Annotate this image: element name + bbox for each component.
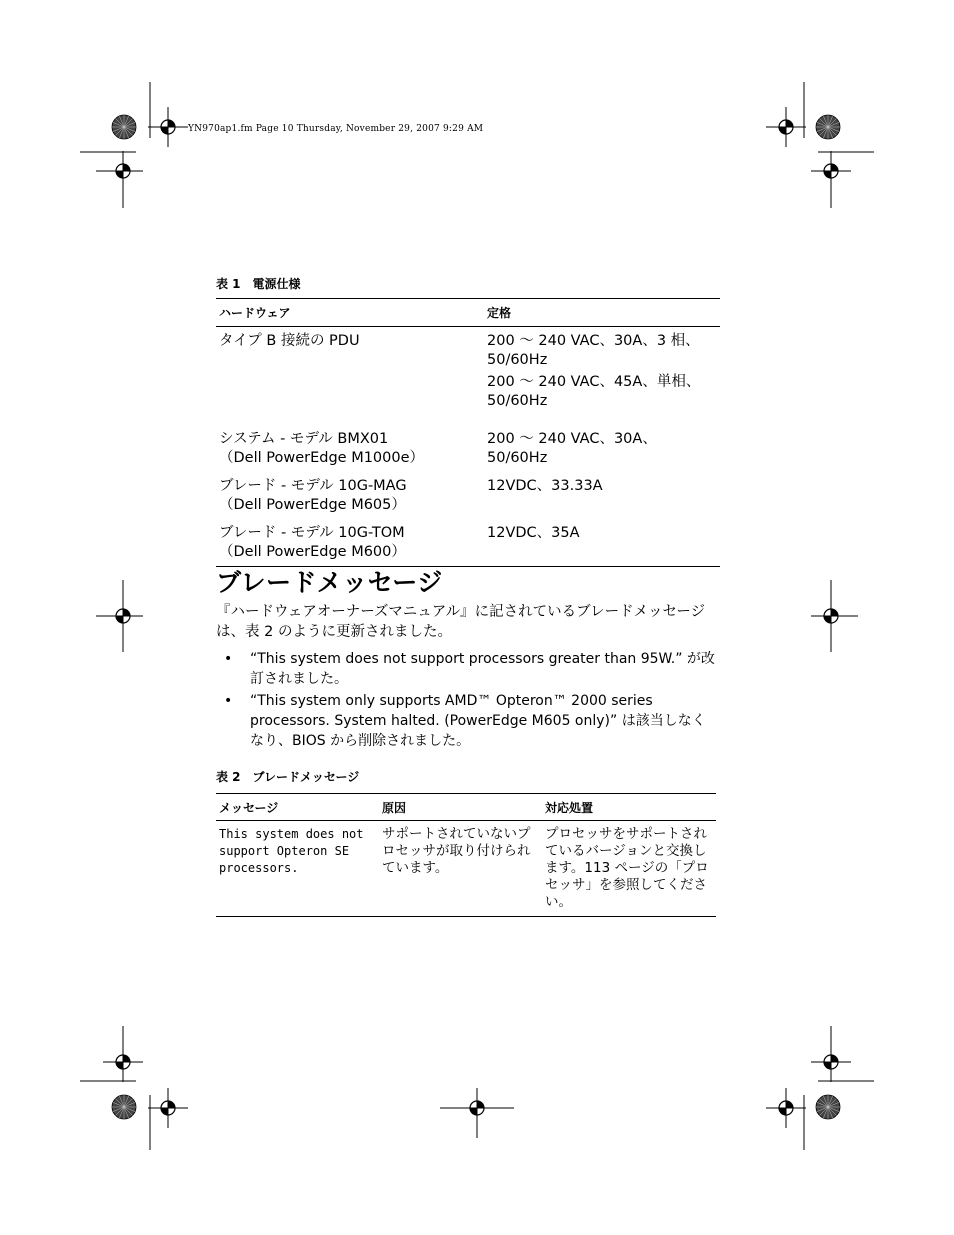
hardware-name: タイプ B 接続の PDU (219, 333, 360, 349)
list-item (216, 691, 716, 751)
table-row (216, 519, 720, 567)
file-slug: YN970ap1.fm Page 10 Thursday, November 29, 2007 9:29 AM (188, 124, 484, 134)
crop-mark-bottom-left (80, 1026, 188, 1150)
message-cell: This system does not support Opteron SE processors. (216, 821, 379, 917)
power-spec-table (216, 298, 720, 567)
column-header-message: メッセージ (216, 794, 379, 821)
rating-cell (484, 425, 720, 472)
bullet-marker: • (224, 693, 233, 709)
bullet-list (216, 649, 716, 753)
column-header-hardware: ハードウェア (216, 299, 484, 327)
table-header-row (216, 794, 716, 821)
table2-caption-number: 表 2 (216, 770, 241, 784)
table-header-row (216, 299, 720, 327)
blade-message-table (216, 793, 716, 917)
rating-value: 12VDC、33.33A (487, 478, 603, 494)
column-header-rating: 定格 (484, 299, 720, 327)
hardware-cell (216, 425, 484, 472)
rating-value: 200 ～ 240 VAC、45A、単相、50/60Hz (487, 374, 701, 409)
rating-cell (484, 472, 720, 519)
column-header-cause: 原因 (379, 794, 542, 821)
rating-cell (484, 519, 720, 567)
rating-value: 200 ～ 240 VAC、30A、3 相、50/60Hz (487, 333, 700, 368)
cause-cell: サポートされていないプロセッサが取り付けられています。 (379, 821, 542, 917)
column-header-action: 対応処置 (542, 794, 716, 821)
list-item-text: “This system only supports AMD™ Opteron™ 2000 series processors. System halted. (PowerEdge M605 only)” は該当しなくなり、BIOS から削除されました。 (250, 693, 706, 749)
list-item-text: “This system does not support processors greater than 95W.” が改訂されました。 (250, 651, 715, 687)
table-row (216, 472, 720, 519)
hardware-cell (216, 327, 484, 426)
list-item (216, 649, 716, 689)
hardware-name: ブレード - モデル 10G-TOM (219, 525, 405, 541)
bullet-marker: • (224, 651, 233, 667)
table2-caption (216, 768, 359, 785)
section-heading: ブレードメッセージ (216, 568, 443, 597)
table-row (216, 425, 720, 472)
hardware-name: ブレード - モデル 10G-MAG (219, 478, 407, 494)
hardware-model: （Dell PowerEdge M1000e） (219, 450, 425, 466)
table1-caption-title: 電源仕様 (252, 277, 301, 291)
table1-caption-number: 表 1 (216, 277, 241, 291)
hardware-model: （Dell PowerEdge M605） (219, 497, 406, 513)
rating-value: 200 ～ 240 VAC、30A、50/60Hz (487, 431, 657, 466)
crop-mark-top-left (80, 82, 188, 208)
table2-caption-title: ブレードメッセージ (252, 770, 360, 784)
action-cell: プロセッサをサポートされているバージョンと交換します。113 ページの「プロセッサ」を参照してください。 (542, 821, 716, 917)
hardware-cell (216, 519, 484, 567)
hardware-name: システム - モデル BMX01 (219, 431, 389, 447)
crop-mark-top-right (766, 82, 874, 208)
table-row (216, 327, 720, 426)
intro-paragraph: 『ハードウェアオーナーズマニュアル』に記されているブレードメッセージは、表 2 のように更新されました。 (216, 604, 706, 640)
table-row (216, 821, 716, 917)
table1-caption (216, 275, 301, 292)
hardware-model: （Dell PowerEdge M600） (219, 544, 406, 560)
crop-mark-bottom-right (766, 1026, 874, 1150)
rating-cell (484, 327, 720, 426)
hardware-cell (216, 472, 484, 519)
rating-value: 12VDC、35A (487, 525, 580, 541)
